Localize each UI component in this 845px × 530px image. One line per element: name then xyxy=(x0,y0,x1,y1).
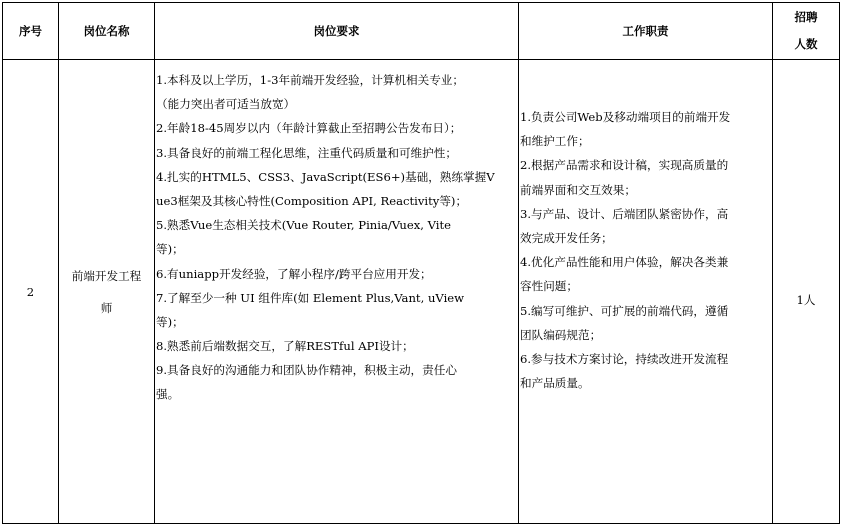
requirement-line: 强。 xyxy=(156,387,180,402)
requirement-line: 4.扎实的HTML5、CSS3、JavaScript(ES6+)基础，熟练掌握V xyxy=(156,169,495,184)
header-headcount-line1: 招聘 xyxy=(794,10,818,24)
position-name-line1: 前端开发工程 xyxy=(71,268,142,283)
duty-line: 和维护工作； xyxy=(520,134,590,149)
header-headcount-line2: 人数 xyxy=(794,37,818,51)
requirement-line: 2.年龄18-45周岁以内（年龄计算截止至招聘公告发布日）； xyxy=(156,121,462,136)
duty-line: 效完成开发任务； xyxy=(520,230,613,245)
cell-headcount xyxy=(773,60,839,523)
duty-line: 4.优化产品性能和用户体验，解决各类兼 xyxy=(520,255,729,270)
header-duties xyxy=(519,3,772,59)
header-duties-label: 工作职责 xyxy=(622,24,669,38)
header-requirements-label: 岗位要求 xyxy=(313,24,360,38)
header-headcount xyxy=(773,3,839,59)
requirement-line: 1.本科及以上学历，1-3年前端开发经验，计算机相关专业； xyxy=(156,73,464,87)
duty-line: 和产品质量。 xyxy=(520,376,590,391)
duty-line: 1.负责公司Web及移动端项目的前端开发 xyxy=(520,110,731,124)
requirement-line: 等)； xyxy=(156,242,184,257)
cell-position xyxy=(59,60,154,523)
requirement-line: ue3框架及其核心特性(Composition API, Reactivity等)； xyxy=(156,193,468,208)
seq-value: 2 xyxy=(26,284,35,299)
duty-line: 2.根据产品需求和设计稿，实现高质量的 xyxy=(520,158,729,173)
requirement-line: 9.具备良好的沟通能力和团队协作精神，积极主动，责任心 xyxy=(156,363,457,378)
header-position-label: 岗位名称 xyxy=(83,24,130,38)
duty-line: 5.编写可维护、可扩展的前端代码，遵循 xyxy=(520,303,729,318)
requirement-line: 3.具备良好的前端工程化思维，注重代码质量和可维护性； xyxy=(156,145,457,160)
header-seq xyxy=(3,3,58,59)
requirement-line: 6.有uniapp开发经验，了解小程序/跨平台应用开发； xyxy=(156,266,432,281)
cell-requirements xyxy=(156,60,518,523)
headcount-value: 1人 xyxy=(796,293,816,307)
duty-line: 前端界面和交互效果； xyxy=(520,182,636,197)
header-requirements xyxy=(155,3,518,59)
cell-duties xyxy=(520,60,772,523)
column-divider xyxy=(518,3,519,523)
header-position xyxy=(59,3,154,59)
recruitment-table xyxy=(2,2,840,524)
requirement-line: 等)； xyxy=(156,314,184,329)
duty-line: 容性问题； xyxy=(520,279,578,294)
requirement-line: 7.了解至少一种 UI 组件库(如 Element Plus,Vant, uView xyxy=(156,290,465,305)
header-seq-label: 序号 xyxy=(19,24,42,38)
duty-line: 团队编码规范； xyxy=(520,327,602,342)
duty-line: 3.与产品、设计、后端团队紧密协作，高 xyxy=(520,206,729,221)
requirement-line: 5.熟悉Vue生态相关技术(Vue Router, Pinia/Vuex, Vite xyxy=(156,218,452,233)
position-name-line2: 师 xyxy=(100,300,113,315)
duty-line: 6.参与技术方案讨论，持续改进开发流程 xyxy=(520,351,729,366)
requirement-line: 8.熟悉前后端数据交互，了解RESTful API设计； xyxy=(156,339,414,354)
column-divider xyxy=(154,3,155,523)
cell-seq xyxy=(3,60,58,523)
requirement-line: （能力突出者可适当放宽） xyxy=(156,97,296,112)
